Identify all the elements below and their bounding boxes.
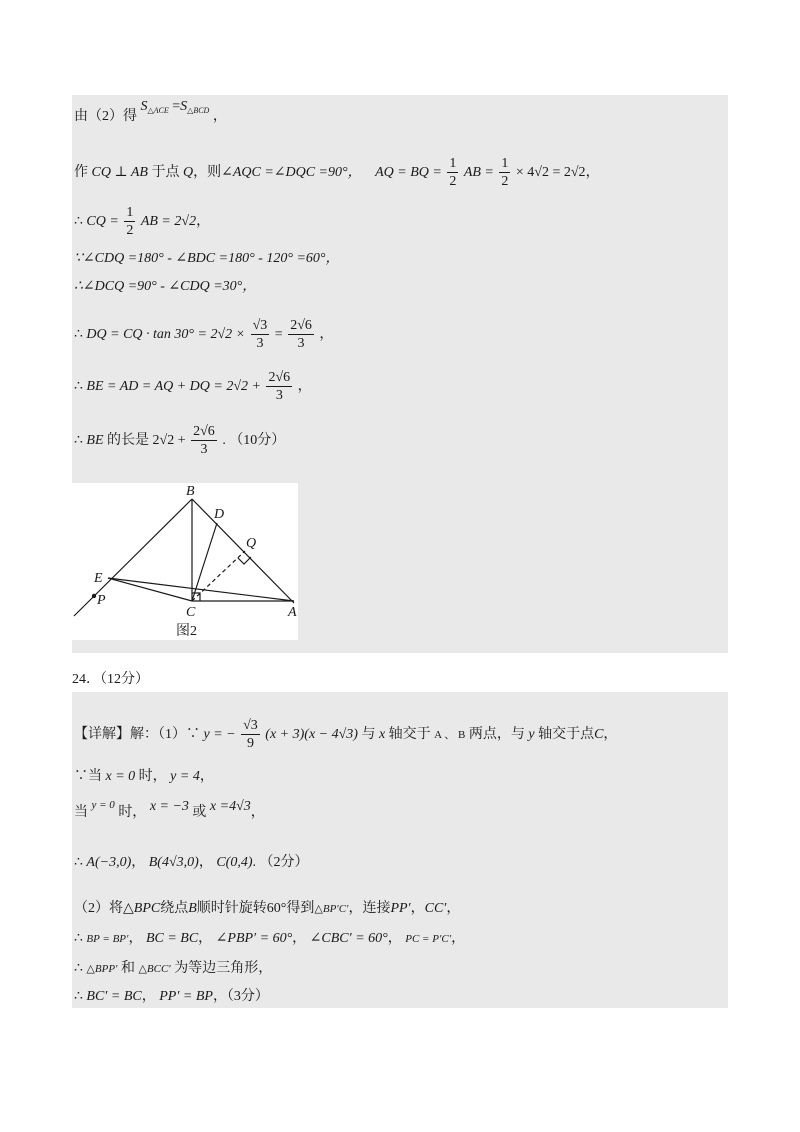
line-BP [74,499,192,616]
text: 两点，与 [468,727,525,743]
line-5 [74,280,256,294]
math: BC = BC [145,931,199,946]
fraction [251,318,270,352]
math: ∵∠CDQ =180° - ∠BDC =180° - 120° =60°， [74,251,340,266]
fraction [447,156,458,190]
math: AB = 2√2 [140,214,197,230]
therefore: ∴ [74,433,83,449]
numerator: 2√6 [266,370,292,387]
text: 由（2）得 [74,109,137,124]
math: 60° [266,901,287,916]
line-3 [74,205,210,239]
text: ， [410,901,425,916]
math: (x + 3)(x − 4√3) [265,727,358,743]
point-C: C(0,4) [216,855,253,870]
math: △BPC [123,901,161,916]
text: ，则 [193,165,222,181]
subscript: △ACE [147,106,169,115]
label-D: D [214,507,225,522]
numerator: √3 [251,318,270,335]
text: ∵当 [74,769,102,784]
triangle-diagram [72,483,298,640]
denominator: 9 [246,736,254,752]
text: ， [446,901,461,916]
math: PP′ [390,901,411,916]
text: 轴交于点 [538,727,595,743]
line-4 [74,252,340,266]
area-symbol: S [140,99,148,114]
math: A 、 B [434,729,466,742]
fraction [191,424,217,458]
therefore: ∴ [74,961,83,976]
math: △BP′C′ [314,903,349,915]
text: 轴交于 [388,727,431,743]
point-B: B(4√3,0) [148,855,199,870]
equals: = [274,327,283,343]
therefore: ∴ [74,379,83,395]
math: x =4√3 [209,799,251,814]
math: ∴∠DCQ =90° - ∠CDQ =30°， [74,279,257,294]
numerator: 1 [124,205,135,222]
numerator: 2√6 [191,424,217,441]
math: BE [86,433,104,449]
question-number: 24．（12分） [72,672,149,687]
text: ， [198,931,213,946]
geometry-figure [72,483,298,640]
text: 于点 [151,165,180,181]
text: 作 [74,165,88,181]
text: 时， [118,805,147,820]
math: DQ = CQ · tan 30° = 2√2 × [86,327,246,343]
math: BP = BP′ [86,933,129,945]
math: y = 4 [170,769,200,784]
math: x [378,727,386,743]
text: ， [196,214,211,230]
point-A: A(−3,0) [86,855,132,870]
text: . （2分） [252,855,309,870]
text: ， [451,931,466,946]
math: △BCC′ [138,963,171,975]
text: ， [250,805,265,820]
text: ， [387,931,402,946]
math: 2√2 + [152,433,186,449]
fraction [124,205,135,239]
math: AQ = BQ = [375,165,442,181]
label-Q: Q [246,536,257,551]
math: PP′ = BP [159,989,213,1004]
text: 得到 [286,901,315,916]
math: y = − [203,727,236,743]
math: CC′ [424,901,447,916]
text: 绕点 [160,901,189,916]
line-1 [74,99,227,125]
text: . （10分） [222,433,286,449]
text: ， [603,727,618,743]
label-C: C [186,605,196,620]
math: BE = AD = AQ + DQ = 2√2 + [86,379,261,395]
math: y [528,727,535,743]
figure-caption: 图2 [176,624,197,639]
text: ，连接 [348,901,391,916]
math: x = −3 [149,799,189,814]
p2-line-3 [74,799,265,820]
fraction [241,718,260,752]
therefore: ∴ [74,931,83,946]
text: 与 [361,727,376,743]
therefore: ∴ [74,214,83,230]
text: （2）将 [74,901,123,916]
text: 为等边三角形， [174,961,273,976]
text: 和 [120,961,135,976]
text: ，（3分） [212,989,269,1004]
text: 时， [138,769,167,784]
math: CQ = [86,214,119,230]
text: 的长是 [107,433,150,449]
p2-line-1 [74,718,617,752]
p2-line-2 [74,770,214,784]
text: ， [297,379,312,395]
label-B: B [186,484,195,499]
p2-line-5 [74,902,460,916]
denominator: 2 [126,223,134,239]
math: CQ ⊥ AB [91,165,148,181]
text: ， [585,165,600,181]
p2-line-6 [74,932,465,946]
denominator: 2 [449,174,457,190]
text: ， [199,769,214,784]
numerator: 1 [499,156,510,173]
math: × 4√2 = 2√2 [515,165,586,181]
math: △BPP′ [86,963,118,975]
denominator: 3 [200,442,208,458]
text: ， [292,931,307,946]
math: ∠CBC′ = 60° [309,931,388,946]
numerator: 2√6 [288,318,314,335]
p2-line-4 [74,856,308,870]
p2-line-8 [74,990,269,1004]
text: ， [212,109,227,124]
math: BC′ = BC [86,989,142,1004]
math: y = 0 [91,799,115,811]
text: 【详解】解：（1）∵ [74,727,200,743]
line-6 [74,318,333,352]
text: ， [198,855,213,870]
fraction [266,370,292,404]
math: ∠PBP′ = 60° [215,931,293,946]
text: ， [128,931,143,946]
right-angle-mark-Q [238,557,251,564]
math: AB = [463,165,494,181]
line-8 [74,424,285,458]
math: x = 0 [105,769,136,784]
label-E: E [94,571,103,586]
equals: = [168,99,181,114]
denominator: 3 [275,388,283,404]
label-P: P [97,593,106,608]
therefore: ∴ [74,855,83,870]
line-7 [74,370,312,404]
therefore: ∴ [74,989,83,1004]
text: ， [319,327,334,343]
text: ， [131,855,146,870]
subscript: △BCD [187,106,210,115]
numerator: √3 [241,718,260,735]
fraction [499,156,510,190]
math: ∠AQC =∠DQC =90°， [221,165,362,181]
area-equation [141,99,213,114]
numerator: 1 [447,156,458,173]
text: ， [141,989,156,1004]
p2-line-7 [74,962,272,976]
text: 顺时针旋转 [196,901,267,916]
line-BA [192,499,294,603]
fraction [288,318,314,352]
denominator: 2 [501,174,509,190]
text: 当 [74,805,88,820]
text: 或 [192,805,207,820]
line-2 [74,156,600,190]
label-A: A [288,605,297,620]
math: B [188,901,197,916]
denominator: 3 [297,336,305,352]
math: PC = P′C′ [405,933,452,945]
area-symbol: S [180,99,188,114]
line-EA [108,578,294,601]
math: Q [182,165,194,181]
point-P [92,594,96,598]
therefore: ∴ [74,327,83,343]
math: C [594,727,604,743]
line-EC [108,578,192,601]
denominator: 3 [256,336,264,352]
